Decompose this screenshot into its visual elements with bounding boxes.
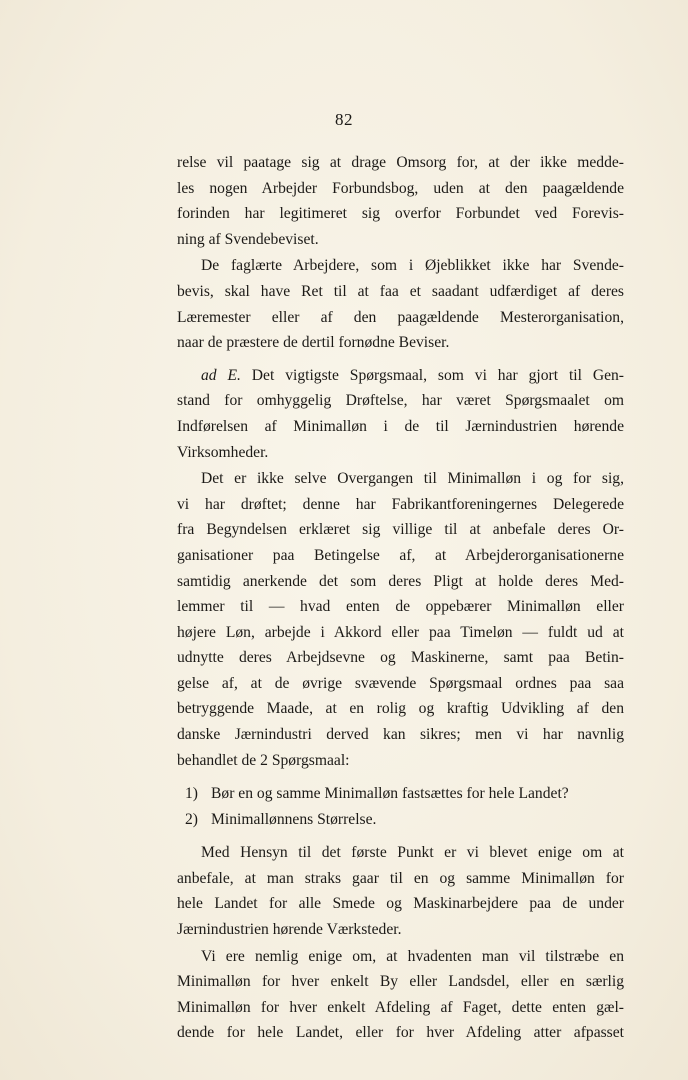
text-line: ning af Svendebeviset. [177, 230, 319, 248]
text-line: dende for hele Landet, eller for hver Afdeling atter afpasset [177, 1024, 624, 1042]
page-number: 82 [335, 110, 353, 129]
text-line: Det er ikke selve Overgangen til Minimalløn i og for sig, [201, 470, 624, 488]
paragraph [177, 840, 624, 942]
list-number: 2) [185, 811, 198, 829]
text-line: Virksomheder. [177, 443, 269, 461]
list-item [177, 781, 624, 807]
paragraph [177, 466, 624, 773]
text-line: forinden har legitimeret sig overfor Forbundet ved Forevis- [177, 205, 624, 223]
list-item [177, 807, 624, 833]
text-line: les nogen Arbejder Forbundsbog, uden at den paagældende [177, 179, 624, 197]
text-line: stand for omhyggelig Drøftelse, har været Spørgsmaalet om [177, 392, 624, 410]
paragraph [177, 944, 624, 1046]
text-line: anbefale, at man straks gaar til en og samme Minimalløn for [177, 869, 624, 887]
text-line: lemmer til — hvad enten de oppebærer Minimalløn eller [177, 598, 624, 616]
list-text: Bør en og samme Minimalløn fastsættes for hele Landet? [211, 785, 569, 803]
text-line: bevis, skal have Ret til at faa et saadant udfærdiget af deres [177, 282, 624, 300]
text-line: vi har drøftet; denne har Fabrikantforeningernes Delegerede [177, 495, 624, 513]
text-line [177, 363, 624, 389]
text-line: Med Hensyn til det første Punkt er vi blevet enige om at [201, 844, 624, 862]
text-line: Indførelsen af Minimalløn i de til Jærnindustrien hørende [177, 417, 624, 435]
text-line: højere Løn, arbejde i Akkord eller paa Timeløn — fuldt ud at [177, 623, 624, 641]
text-line: naar de præstere de dertil fornødne Beviser. [177, 334, 450, 352]
text-line: gelse af, at de øvrige svævende Spørgsmaal ordnes paa saa [177, 674, 624, 692]
text-line: samtidig anerkende det som deres Pligt at holde deres Med- [177, 572, 624, 590]
text-line: betryggende Maade, at en rolig og kraftig Udvikling af den [177, 700, 624, 718]
body-text [177, 150, 624, 1046]
section-marker: ad E. [201, 366, 241, 384]
text-line: Jærnindustrien hørende Værksteder. [177, 921, 402, 939]
text-line: Vi ere nemlig enige om, at hvadenten man vil tilstræbe en [201, 947, 624, 965]
text-line: fra Begyndelsen erklæret sig villige til at anbefale deres Or- [177, 521, 624, 539]
text-line: Minimalløn for hver enkelt Afdeling af Faget, dette enten gæl- [177, 998, 624, 1016]
text-line: Læremester eller af den paagældende Mesterorganisation, [177, 308, 624, 326]
text-line: behandlet de 2 Spørgsmaal: [177, 751, 350, 769]
text-line: ganisationer paa Betingelse af, at Arbejderorganisationerne [177, 546, 624, 564]
text-line: danske Jærnindustri derved kan sikres; men vi har navnlig [177, 726, 624, 744]
paragraph [177, 150, 624, 252]
text-line: Minimalløn for hver enkelt By eller Landsdel, eller en særlig [177, 973, 624, 991]
list-number: 1) [185, 785, 198, 803]
paragraph [177, 253, 624, 355]
question-list [177, 781, 624, 833]
text-line: relse vil paatage sig at drage Omsorg for, at der ikke medde- [177, 154, 624, 171]
text-line: hele Landet for alle Smede og Maskinarbejdere paa de under [177, 895, 624, 913]
paragraph [177, 363, 624, 465]
list-text: Minimallønnens Størrelse. [211, 811, 377, 829]
text-line-rest: Det vigtigste Spørgsmaal, som vi har gjort til Gen- [240, 366, 624, 384]
text-line: udnytte deres Arbejdsevne og Maskinerne, samt paa Betin- [177, 649, 624, 667]
text-line: De faglærte Arbejdere, som i Øjeblikket ikke har Svende- [201, 257, 624, 275]
